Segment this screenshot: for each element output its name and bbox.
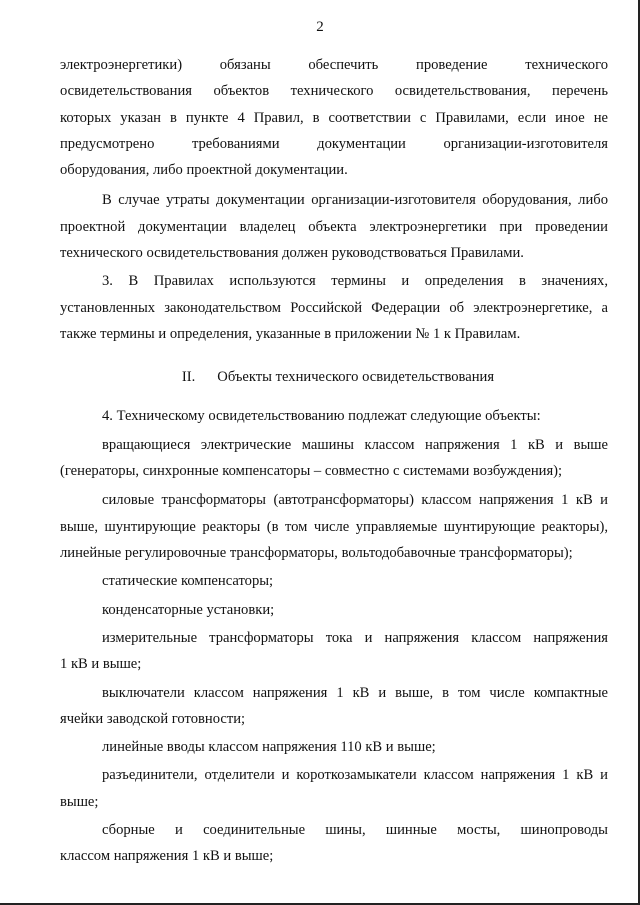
list-item xyxy=(60,597,608,623)
text-line: оборудования, либо проектной документации. xyxy=(60,162,348,179)
text-line: установленных законодательством Российской Федерации об электроэнергетике, а xyxy=(60,299,608,316)
list-item xyxy=(60,487,608,566)
text-line: выключатели классом напряжения 1 кВ и выше, в том числе компактные xyxy=(102,684,608,701)
text-line: измерительные трансформаторы тока и напряжения классом напряжения xyxy=(102,629,608,646)
page-number: 2 xyxy=(316,19,324,35)
text-line: выше; xyxy=(60,793,99,810)
text-line: разъединители, отделители и короткозамыкатели классом напряжения 1 кВ и xyxy=(102,767,608,784)
paragraph-loss-of-documentation xyxy=(60,187,608,266)
text-line: ячейки заводской готовности; xyxy=(60,710,246,727)
section-heading xyxy=(60,364,608,390)
paragraph-obligations xyxy=(60,52,608,183)
text-line: статические компенсаторы; xyxy=(102,573,274,590)
text-line: линейные регулировочные трансформаторы, вольтодобавочные трансформаторы); xyxy=(60,545,573,562)
text-line: предусмотрено требованиями документации организации-изготовителя xyxy=(60,135,608,152)
text-line: выше, шунтирующие реакторы (в том числе управляемые шунтирующие реакторы), xyxy=(60,518,608,535)
text-line: вращающиеся электрические машины классом напряжения 1 кВ и выше xyxy=(102,436,608,453)
text-line: электроэнергетики) обязаны обеспечить проведение технического xyxy=(60,57,608,73)
list-item xyxy=(60,680,608,733)
text-line: сборные и соединительные шины, шинные мосты, шинопроводы xyxy=(102,822,608,839)
text-line: 4. Техническому освидетельствованию подлежат следующие объекты: xyxy=(102,407,541,424)
section-number: II. xyxy=(181,369,196,386)
section-title: Объекты технического освидетельствования xyxy=(217,369,495,386)
text-line: проектной документации владелец объекта электроэнергетики при проведении xyxy=(60,218,608,235)
text-line: освидетельствования объектов технического освидетельствования, перечень xyxy=(60,83,608,100)
list-item xyxy=(60,734,608,760)
list-item xyxy=(60,432,608,485)
document-body xyxy=(60,52,608,870)
list-item xyxy=(60,817,608,870)
text-line: классом напряжения 1 кВ и выше; xyxy=(60,848,274,865)
paragraph-3-terms xyxy=(60,268,608,347)
text-line: также термины и определения, указанные в приложении № 1 к Правилам. xyxy=(60,325,521,342)
text-line: В случае утраты документации организации-изготовителя оборудования, либо xyxy=(102,192,608,209)
text-line: конденсаторные установки; xyxy=(102,601,275,618)
text-line: (генераторы, синхронные компенсаторы – совместно с системами возбуждения); xyxy=(60,463,563,480)
paragraph-4-objects xyxy=(60,403,608,429)
text-line: 1 кВ и выше; xyxy=(60,656,142,673)
text-line: силовые трансформаторы (автотрансформаторы) классом напряжения 1 кВ и xyxy=(102,492,608,509)
text-line: 3. В Правилах используются термины и определения в значениях, xyxy=(102,273,608,290)
text-line: линейные вводы классом напряжения 110 кВ и выше; xyxy=(102,739,436,756)
list-item xyxy=(60,568,608,594)
list-item xyxy=(60,625,608,678)
list-item xyxy=(60,762,608,815)
text-line: технического освидетельствования должен руководствоваться Правилами. xyxy=(60,245,524,262)
text-line: которых указан в пункте 4 Правил, в соответствии с Правилами, если иное не xyxy=(60,109,608,126)
